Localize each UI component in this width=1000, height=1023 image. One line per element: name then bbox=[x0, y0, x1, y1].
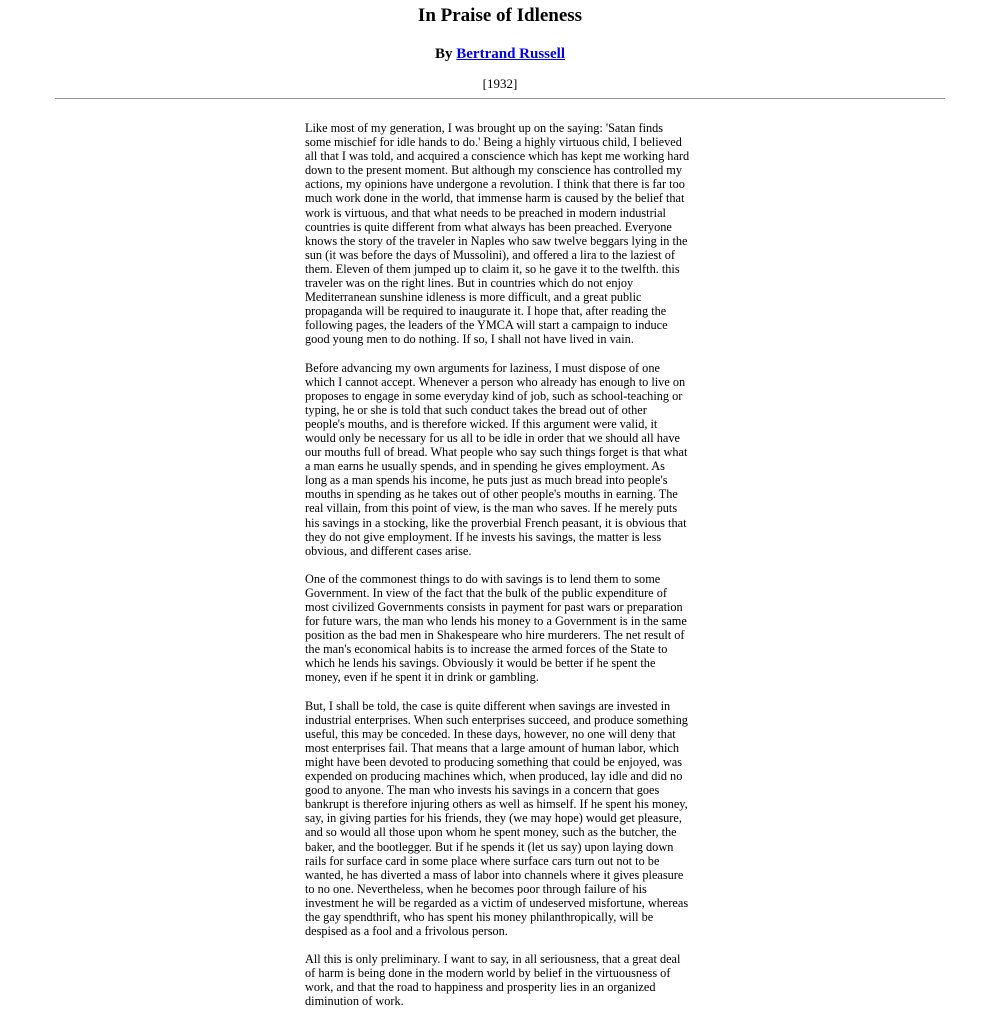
paragraph-line: useful, this may be conceded. In these days, however, no one will deny that bbox=[305, 726, 676, 741]
paragraph-line: they do not give employment. If he invests his savings, the matter is less bbox=[305, 529, 662, 544]
paragraph-line: all that I was told, and acquired a conscience which has kept me working hard bbox=[305, 149, 690, 164]
paragraph-line: propaganda will be required to inaugurate it. I hope that, after reading the bbox=[305, 304, 667, 319]
paragraph-line: some mischief for idle hands to do.' Being a highly virtuous child, I believed bbox=[305, 135, 682, 150]
paragraph-line: work is virtuous, and that what needs to be preached in modern industrial bbox=[305, 205, 666, 220]
paragraph-line: much work done in the world, that immense harm is caused by the belief that bbox=[305, 191, 685, 206]
paragraph-line: them. Eleven of them jumped up to claim it, so he gave it to the twelfth. this bbox=[305, 261, 680, 276]
paragraph-line: for future wars, the man who lends his money to a Government is in the same bbox=[305, 614, 687, 629]
paragraph-line: mouths in spending as he takes out of other people's mouths in earning. The bbox=[305, 487, 678, 502]
paragraph-line: our mouths full of bread. What people who say such things forget is that what bbox=[305, 445, 688, 460]
paragraph-line: actions, my opinions have undergone a revolution. I think that there is far too bbox=[305, 177, 685, 192]
publication-year: [1932] bbox=[482, 76, 518, 91]
paragraph-line: expended on producing machines which, when produced, lay idle and did no bbox=[305, 769, 683, 784]
paragraph-line: long as a man spends his income, he puts just as much bread into people's bbox=[305, 473, 668, 488]
paragraph-line: most civilized Governments consists in payment for past wars or preparation bbox=[305, 600, 683, 614]
essay-paragraph bbox=[305, 121, 699, 347]
paragraph-line: a man earns he usually spends, and in spending he gives employment. As bbox=[305, 459, 665, 474]
page-title: In Praise of Idleness bbox=[417, 5, 583, 26]
paragraph-line: One of the commonest things to do with savings is to lend them to some bbox=[305, 571, 661, 586]
paragraph-line: of harm is being done in the modern world by belief in the virtuousness of bbox=[305, 966, 671, 981]
paragraph-line: most enterprises fail. That means that a large amount of human labor, which bbox=[305, 740, 680, 755]
paragraph-line: typing, he or she is told that such conduct takes the bread out of other bbox=[305, 402, 647, 417]
paragraph-line: which I cannot accept. Whenever a person who already has enough to live on bbox=[305, 374, 686, 389]
paragraph-line: would only be necessary for us all to be idle in order that we should all have bbox=[305, 430, 680, 445]
author-byline bbox=[0, 44, 1000, 64]
paragraph-line: Government. In view of the fact that the bulk of the public expenditure of bbox=[305, 585, 667, 600]
paragraph-line: proposes to engage in some everyday kind of job, such as school-teaching or bbox=[305, 388, 683, 403]
essay-paragraph bbox=[305, 361, 699, 558]
paragraph-line: Like most of my generation, I was brought up on the saying: 'Satan finds bbox=[305, 121, 664, 135]
essay-paragraph bbox=[305, 952, 699, 1008]
paragraph-line: real villain, from this point of view, is the man who saves. If he merely puts bbox=[305, 501, 678, 516]
horizontal-rule bbox=[55, 98, 945, 99]
paragraph-line: say, in giving parties for his friends, they (we may hope) would get pleasure, bbox=[305, 811, 682, 826]
paragraph-line: people's mouths, and is therefore wicked. If this argument were valid, it bbox=[305, 416, 658, 431]
paragraph-line: and so would all those upon whom he spent money, such as the butcher, the bbox=[305, 825, 677, 840]
paragraph-line: diminution of work. bbox=[305, 994, 404, 1009]
paragraph-line: work, and that the road to happiness and prosperity lies in an organized bbox=[305, 980, 656, 995]
paragraph-line: bankrupt is therefore injuring others as well as himself. If he spent his money, bbox=[305, 797, 688, 812]
paragraph-line: good to anyone. The man who invests his savings in a concern that goes bbox=[305, 783, 660, 798]
paragraph-line: despised as a fool and a frivolous person. bbox=[305, 924, 508, 939]
paragraph-line: But, I shall be told, the case is quite different when savings are invested in bbox=[305, 698, 671, 713]
paragraph-line: the man's economical habits is to increase the armed forces of the State to bbox=[305, 642, 668, 657]
paragraph-line: industrial enterprises. When such enterprises succeed, and produce something bbox=[305, 712, 688, 727]
paragraph-line: the gay spendthrift, who has spent his money philanthropically, will be bbox=[305, 909, 654, 924]
paragraph-line: obvious, and different cases arise. bbox=[305, 543, 472, 558]
author-link[interactable]: Bertrand Russell bbox=[456, 46, 565, 62]
paragraph-line: sun (it was before the days of Mussolini), and offered a lira to the laziest of bbox=[305, 247, 675, 262]
paragraph-line: which he lends his savings. Obviously it would be better if he spent the bbox=[305, 656, 656, 671]
paragraph-line: following pages, the leaders of the YMCA will start a campaign to induce bbox=[305, 318, 668, 333]
paragraph-line: knows the story of the traveler in Naples who saw twelve beggars lying in the bbox=[305, 233, 688, 248]
paragraph-line: baker, and the bootlegger. But if he spends it (let us say) upon laying down bbox=[305, 839, 674, 854]
paragraph-line: his savings in a stocking, like the proverbial French peasant, it is obvious that bbox=[305, 515, 687, 530]
paragraph-line: position as the bad men in Shakespeare who hire murderers. The net result of bbox=[305, 628, 685, 643]
paragraph-line: traveler was on the right lines. But in countries which do not enjoy bbox=[305, 276, 634, 291]
paragraph-line: Before advancing my own arguments for laziness, I must dispose of one bbox=[305, 360, 660, 375]
essay-body bbox=[305, 121, 699, 1023]
paragraph-line: countries is quite different from what always has been preached. Everyone bbox=[305, 219, 672, 234]
paragraph-line: wanted, he has diverted a mass of labor into channels where it gives pleasure bbox=[305, 867, 684, 882]
paragraph-line: might have been devoted to producing something that could be enjoyed, was bbox=[305, 754, 683, 769]
paragraph-line: All this is only preliminary. I want to say, in all seriousness, that a great deal bbox=[305, 952, 681, 967]
paragraph-line: investment he will be regarded as a victim of undeserved misfortune, whereas bbox=[305, 895, 689, 910]
essay-paragraph bbox=[305, 699, 699, 939]
essay-paragraph bbox=[305, 572, 699, 685]
paragraph-line: good young men to do nothing. If so, I shall not have lived in vain. bbox=[305, 332, 634, 347]
byline-prefix: By bbox=[434, 46, 457, 62]
paragraph-line: money, even if he spent it in drink or gambling. bbox=[305, 670, 539, 685]
paragraph-line: Mediterranean sunshine idleness is more difficult, and a great public bbox=[305, 290, 642, 305]
paragraph-line: down to the present moment. But although my conscience has controlled my bbox=[305, 163, 683, 178]
paragraph-line: to no one. Nevertheless, when he becomes poor through failure of his bbox=[305, 881, 647, 896]
paragraph-line: rails for surface card in some place where surface cars turn out not to be bbox=[305, 853, 660, 868]
